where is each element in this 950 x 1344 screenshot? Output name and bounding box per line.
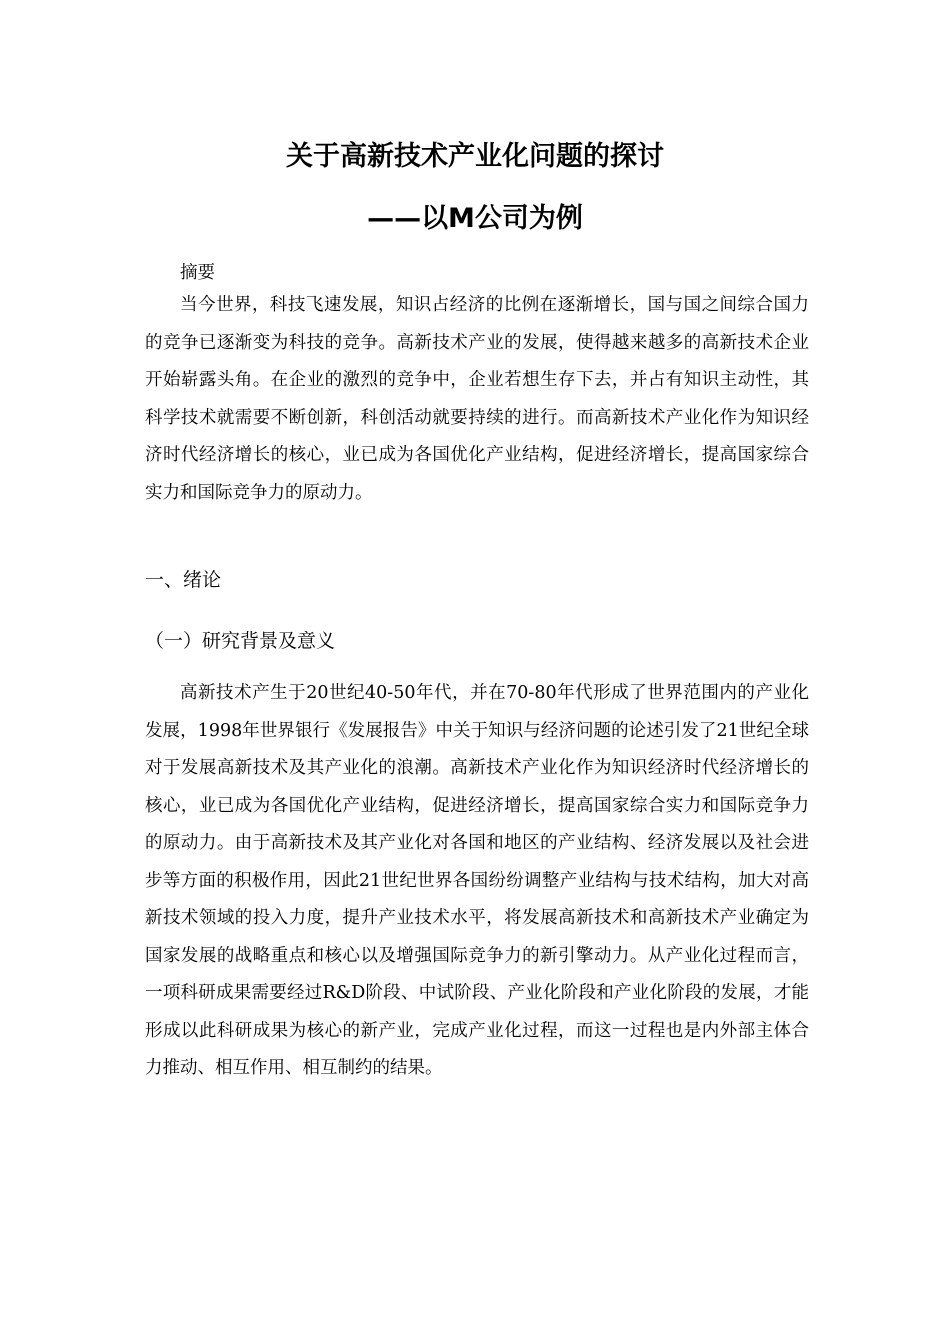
document-subtitle: ——以M公司为例: [367, 203, 583, 234]
document-title: 关于高新技术产业化问题的探讨: [286, 141, 664, 172]
abstract-label: 摘要: [180, 263, 215, 283]
section-heading-introduction: 一、绪论: [145, 569, 222, 591]
subsection-heading-background: （一）研究背景及意义: [145, 630, 336, 652]
background-paragraph: 高新技术产生于20世纪40-50年代，并在70-80年代形成了世界范围内的产业化发展，1998年世界银行《发展报告》中关于知识与经济问题的论述引发了21世纪全球对于发展高新技术及其产业化的浪潮。高新技术产业化作为知识经济时代经济增长的核心，业已成为各国优化产业结构，促进经济增长，提高国家综合实力和国际竞争力的原动力。由于高新技术及其产业化对各国和地区的产业结构、经济发展以及社会进步等方面的积极作用，因此21世纪世界各国纷纷调整产业结构与技术结构，加大对高新技术领域的投入力度，提升产业技术水平，将发展高新技术和高新技术产业确定为国家发展的战略重点和核心以及增强国际竞争力的新引擎动力。从产业化过程而言，一项科研成果需要经过R&D阶段、中试阶段、产业化阶段和产业化阶段的发展，才能形成以此科研成果为核心的新产业，完成产业化过程，而这一过程也是内外部主体合力推动、相互作用、相互制约的结果。: [145, 683, 809, 1078]
abstract-paragraph: 当今世界，科技飞速发展，知识占经济的比例在逐渐增长，国与国之间综合国力的竞争已逐渐变为科技的竞争。高新技术产业的发展，使得越来越多的高新技术企业开始崭露头角。在企业的激烈的竞争中，企业若想生存下去，并占有知识主动性，其科学技术就需要不断创新，科创活动就要持续的进行。而高新技术产业化作为知识经济时代经济增长的核心，业已成为各国优化产业结构，促进经济增长，提高国家综合实力和国际竞争力的原动力。: [145, 295, 809, 503]
